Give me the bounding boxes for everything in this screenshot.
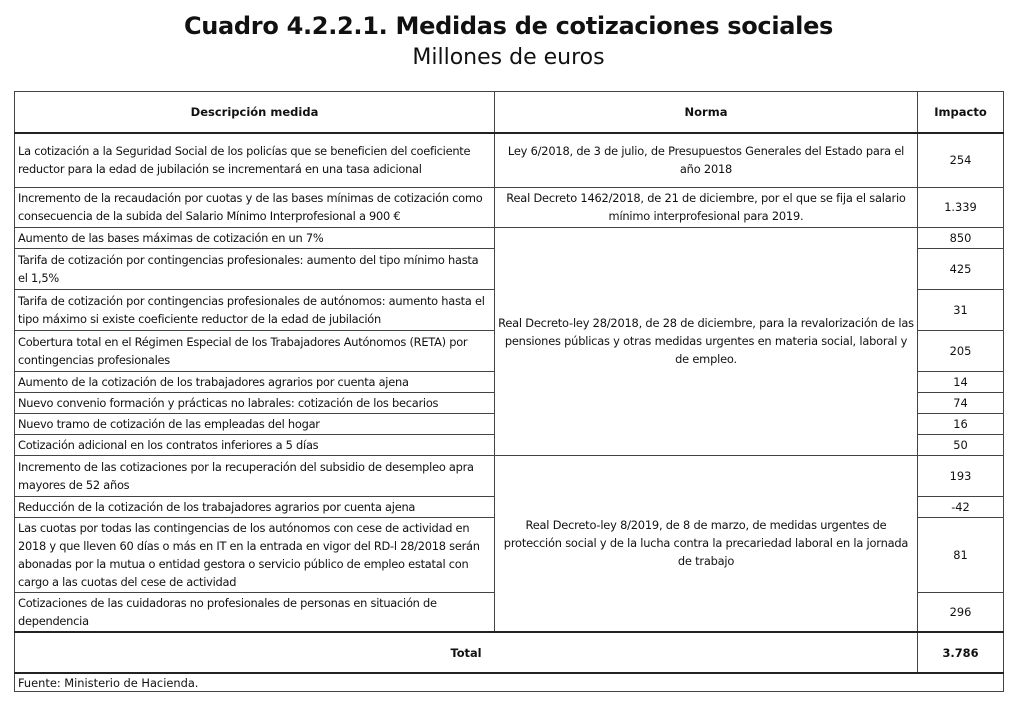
row-description: Tarifa de cotización por contingencias profesionales de autónomos: aumento hasta el tipo máximo si existe coeficiente reductor de la edad de jubilación — [15, 289, 495, 330]
row-impact: 425 — [918, 248, 1004, 289]
row-description: Nuevo tramo de cotización de las empleadas del hogar — [15, 413, 495, 434]
row-description: Aumento de las bases máximas de cotización en un 7% — [15, 227, 495, 248]
row-impact: 81 — [918, 517, 1004, 592]
row-impact: 50 — [918, 434, 1004, 455]
row-description: Cotizaciones de las cuidadoras no profesionales de personas en situación de dependencia — [15, 592, 495, 632]
table-title: Cuadro 4.2.2.1. Medidas de cotizaciones sociales — [183, 12, 834, 40]
row-description: Las cuotas por todas las contingencias de los autónomos con cese de actividad en 2018 y que lleven 60 días o más en IT en la entrada en vigor del RD-l 28/2018 serán abonadas por la mutua o entidad gestora o servicio público de empleo estatal con cargo a las cuotas del cese de actividad — [15, 517, 495, 592]
row-impact: 205 — [918, 330, 1004, 371]
row-impact: 193 — [918, 455, 1004, 496]
row-norm-merged: Real Decreto-ley 8/2019, de 8 de marzo, de medidas urgentes de protección social y de la lucha contra la precariedad laboral en la jornada de trabajo — [495, 455, 918, 632]
table-subtitle: Millones de euros — [412, 45, 605, 70]
source-row — [15, 673, 1004, 692]
row-impact: 74 — [918, 392, 1004, 413]
header-impact: Impacto — [918, 92, 1004, 134]
row-description: Nuevo convenio formación y prácticas no labrales: cotización de los becarios — [15, 392, 495, 413]
row-impact: 850 — [918, 227, 1004, 248]
table-row — [15, 455, 1004, 496]
row-description: Tarifa de cotización por contingencias profesionales: aumento del tipo mínimo hasta el 1,5% — [15, 248, 495, 289]
table-row — [15, 227, 1004, 248]
total-label: Total — [15, 632, 918, 673]
row-norm: Ley 6/2018, de 3 de julio, de Presupuestos Generales del Estado para el año 2018 — [495, 133, 918, 187]
total-row — [15, 632, 1004, 673]
header-description: Descripción medida — [15, 92, 495, 134]
row-impact: 16 — [918, 413, 1004, 434]
row-norm: Real Decreto 1462/2018, de 21 de diciembre, por el que se fija el salario mínimo interprofesional para 2019. — [495, 187, 918, 227]
row-description: Aumento de la cotización de los trabajadores agrarios por cuenta ajena — [15, 371, 495, 392]
measures-table — [14, 91, 1004, 692]
table-row — [15, 133, 1004, 187]
row-impact: 31 — [918, 289, 1004, 330]
table-row — [15, 187, 1004, 227]
row-description: La cotización a la Seguridad Social de los policías que se beneficien del coeficiente reductor para la edad de jubilación se incrementará en una tasa adicional — [15, 133, 495, 187]
row-description: Incremento de la recaudación por cuotas y de las bases mínimas de cotización como consecuencia de la subida del Salario Mínimo Interprofesional a 900 € — [15, 187, 495, 227]
row-impact: 14 — [918, 371, 1004, 392]
row-description: Incremento de las cotizaciones por la recuperación del subsidio de desempleo apra mayores de 52 años — [15, 455, 495, 496]
header-row — [15, 92, 1004, 134]
total-value: 3.786 — [918, 632, 1004, 673]
row-description: Cotización adicional en los contratos inferiores a 5 días — [15, 434, 495, 455]
row-impact: 296 — [918, 592, 1004, 632]
source-note: Fuente: Ministerio de Hacienda. — [15, 673, 1004, 692]
row-impact: 1.339 — [918, 187, 1004, 227]
row-norm-merged: Real Decreto-ley 28/2018, de 28 de diciembre, para la revalorización de las pensiones públicas y otras medidas urgentes en materia social, laboral y de empleo. — [495, 227, 918, 455]
row-impact: 254 — [918, 133, 1004, 187]
row-description: Cobertura total en el Régimen Especial de los Trabajadores Autónomos (RETA) por contingencias profesionales — [15, 330, 495, 371]
header-norm: Norma — [495, 92, 918, 134]
row-description: Reducción de la cotización de los trabajadores agrarios por cuenta ajena — [15, 496, 495, 517]
row-impact: -42 — [918, 496, 1004, 517]
